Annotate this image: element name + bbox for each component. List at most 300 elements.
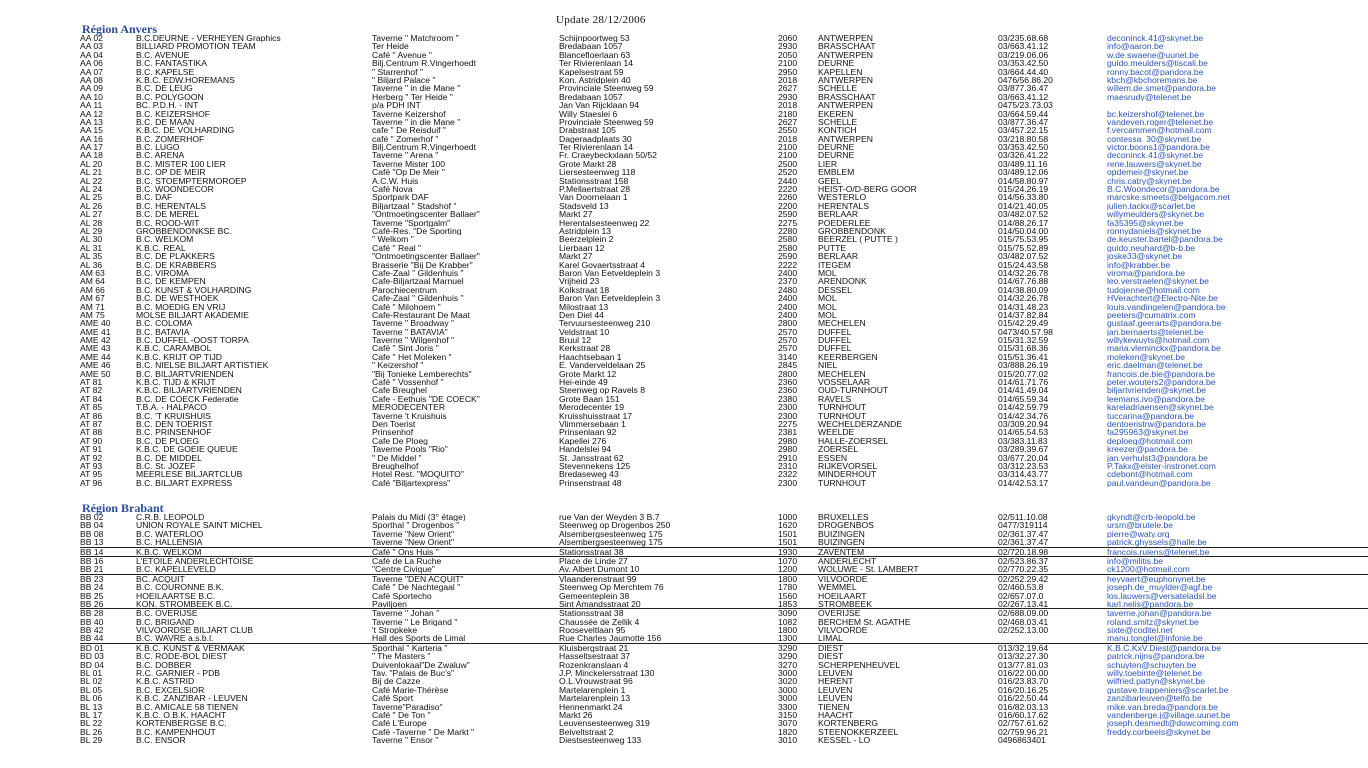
email: wilfried.pattyn@skynet.be [1107, 677, 1206, 686]
club-code: AA 10 [80, 92, 103, 102]
email: moleken@skynet.be [1107, 352, 1185, 362]
table-row [80, 68, 1368, 76]
city: LEUVEN [818, 694, 853, 703]
club-code: BB 16 [80, 556, 104, 566]
postal-code: 2580 [778, 235, 798, 244]
street: Provinciale Steenweg 59 [559, 117, 654, 127]
club-name: B.C. AVENUE [136, 50, 190, 60]
street: Fr. Craeybeckxlaan 50/52 [559, 151, 657, 160]
city: ANTWERPEN [818, 34, 873, 43]
table-row [80, 575, 1368, 583]
table-row [80, 479, 1368, 487]
city: POEDERLEE [818, 218, 871, 227]
email: kbch@kbchoremans.be [1107, 75, 1198, 85]
postal-code: 1501 [778, 538, 798, 547]
venue: Cafe - Eethuis "DE COECK" [372, 394, 480, 404]
table-row [80, 395, 1368, 403]
postal-code: 2400 [778, 268, 798, 278]
city: ANTWERPEN [818, 101, 873, 110]
postal-code: 2050 [778, 50, 798, 60]
email: tuccarina@pandora.be [1107, 411, 1195, 420]
phone: 013/77.81.03 [998, 660, 1049, 670]
city: DUFFEL [818, 336, 852, 345]
phone: 02/267.13.41 [998, 599, 1049, 609]
club-name: B.C. DE PLOEG [136, 436, 200, 446]
phone: 015/31.32.59 [998, 336, 1049, 345]
club-code: AL 30 [80, 235, 103, 244]
city: BRUXELLES [818, 513, 869, 522]
club-name: B.C. DE PLAKKERS [136, 252, 215, 261]
club-name: B.C. MOEDIG EN VRIJ [136, 302, 226, 311]
email: willy.toebinte@telenet.be [1107, 669, 1203, 678]
postal-code: 2500 [778, 159, 798, 169]
city: MOL [818, 268, 837, 278]
club-code: AA 15 [80, 126, 103, 135]
phone: 015/20.77.02 [998, 369, 1049, 379]
table-row [80, 202, 1368, 210]
region-title-brabant: Région Brabant [82, 501, 164, 515]
club-name: B.C. ARENA [136, 151, 185, 160]
club-code: AME 44 [80, 352, 111, 362]
table-row [80, 269, 1368, 277]
update-date: Update 28/12/2006 [556, 14, 646, 26]
city: BEERZEL ( PUTTE ) [818, 235, 898, 244]
table-row [80, 548, 1368, 557]
club-code: AA 09 [80, 84, 103, 93]
venue: Hotel Rest. "MOQUITO" [372, 470, 464, 479]
club-code: AA 16 [80, 134, 103, 144]
table-row [80, 703, 1368, 711]
postal-code: 3010 [778, 736, 798, 745]
table-row [80, 583, 1368, 591]
club-name: B.C. BRIGAND [136, 617, 195, 627]
postal-code: 1800 [778, 574, 798, 584]
city: VOSSELAAR [818, 378, 871, 387]
table-row [80, 677, 1368, 685]
phone: 03/218.80.58 [998, 134, 1049, 144]
venue: Café " De Ton " [372, 710, 431, 720]
street: Kluisbergstraat 21 [559, 643, 629, 653]
postal-code: 2800 [778, 319, 798, 328]
venue: "Ontmoetingscenter Ballaer" [372, 210, 480, 219]
street: Stationsstraat 38 [559, 609, 624, 618]
postal-code: 2180 [778, 109, 798, 118]
city: NIEL [818, 361, 838, 370]
street: Steenweg Op Merchtem 76 [559, 583, 664, 592]
club-code: AA 04 [80, 50, 103, 60]
club-code: AM 64 [80, 277, 105, 286]
city: TURNHOUT [818, 403, 867, 412]
postal-code: 2300 [778, 411, 798, 420]
city: DROGENBOS [818, 521, 874, 530]
venue: Café " Avenue " [372, 50, 432, 60]
club-code: AT 81 [80, 378, 103, 387]
street: Schijnpoortweg 53 [559, 34, 630, 43]
phone: 013/32.27.30 [998, 652, 1049, 661]
street: Rooseveltlaan 95 [559, 626, 626, 635]
table-row [80, 110, 1368, 118]
club-code: BB 28 [80, 609, 104, 618]
phone: 03/489.12.06 [998, 168, 1049, 177]
postal-code: 3070 [778, 719, 798, 728]
phone: 03/353.42.50 [998, 59, 1049, 68]
email: rene.lauwers@skynet.be [1107, 159, 1202, 169]
venue: Café -Taverne " De Markt " [372, 727, 475, 737]
table-row [80, 235, 1368, 243]
club-name: B.C. HERENTALS [136, 201, 207, 211]
street: Grote Baan 151 [559, 394, 620, 404]
street: Dageraadplaats 30 [559, 134, 632, 144]
postal-code: 1000 [778, 513, 798, 522]
club-name: K.B.C. KUNST & VERMAAK [136, 643, 245, 653]
club-name: K.B.C. CARAMBOL [136, 344, 212, 353]
club-name: B.C. BILJARTVRIENDEN [136, 369, 234, 379]
club-name: B.C. WAVRE a.s.b.l. [136, 634, 214, 643]
venue: Ter Heide [372, 42, 409, 51]
club-name: B.C. POLYGOON [136, 92, 204, 102]
table-row [80, 420, 1368, 428]
club-code: BD 01 [80, 643, 104, 653]
table-row [80, 652, 1368, 660]
postal-code: 3020 [778, 677, 798, 686]
city: BERLAAR [818, 252, 859, 261]
street: Vrijheid 23 [559, 277, 600, 286]
club-name: B.C. DE MEREL [136, 210, 200, 219]
street: Veldstraat 10 [559, 327, 610, 337]
email: chris.catry@skynet.be [1107, 176, 1192, 186]
club-name: K.B.C. TIJD & KRIJT [136, 378, 216, 387]
phone: 014/67.76.88 [998, 277, 1049, 286]
street: E. Vanderveldelaan 25 [559, 361, 646, 370]
table-row [80, 412, 1368, 420]
table-row [80, 454, 1368, 462]
postal-code: 2520 [778, 168, 798, 177]
email: fa295963@skynet.be [1107, 428, 1189, 437]
venue: Taverne Mister 100 [372, 159, 446, 169]
phone: 014/58.80.97 [998, 176, 1049, 186]
city: BRASSCHAAT [818, 42, 876, 51]
venue: Taverne " Ensor " [372, 736, 439, 745]
email: paul.vandeun@pandora.be [1107, 478, 1211, 488]
postal-code: 2400 [778, 294, 798, 303]
venue: Brasserie "Bij De Krabber" [372, 260, 473, 269]
phone: 03/314.43.77 [998, 470, 1049, 479]
club-code: AA 13 [80, 117, 103, 127]
club-code: BB 40 [80, 617, 104, 627]
phone: 014/42.34.76 [998, 411, 1049, 420]
postal-code: 2570 [778, 327, 798, 337]
club-code: AT 82 [80, 386, 103, 395]
email: ronnydaniels@skynet.be [1107, 226, 1202, 236]
postal-code: 2280 [778, 226, 798, 236]
table-row [80, 513, 1368, 521]
email: kareladriaensen@skynet.be [1107, 403, 1214, 412]
venue: A.C.W. Huis [372, 176, 419, 186]
venue: Cafe-Restaurant De Maat [372, 310, 470, 320]
phone: 014/42.53.17 [998, 478, 1049, 488]
email: zanzibarleuven@telfo.be [1107, 694, 1202, 703]
table-row [80, 177, 1368, 185]
table-row [80, 618, 1368, 626]
venue: Hall des Sports de Limal [372, 634, 466, 643]
club-name: K.B.C. EDW.HOREMANS [136, 75, 235, 85]
street: Martelarenplein 13 [559, 694, 631, 703]
email: joseph.desmedt@dowcoming.com [1107, 719, 1239, 728]
venue: Duivenlokaal"De Zwaluw" [372, 660, 470, 670]
club-name: B.C. WOONDECOR [136, 185, 214, 194]
city: TURNHOUT [818, 478, 867, 488]
club-code: AM 71 [80, 302, 105, 311]
phone: 014/21.40.05 [998, 201, 1049, 211]
postal-code: 1560 [778, 591, 798, 600]
phone: 015/42.29.49 [998, 319, 1049, 328]
phone: 02/657.07.0 [998, 591, 1044, 600]
street: Kapellei 276 [559, 436, 607, 446]
club-code: BB 13 [80, 538, 104, 547]
city: BERLAAR [818, 210, 859, 219]
street: rue Van der Weyden 3 B.7 [559, 513, 660, 522]
street: Herentalsesteenweg 22 [559, 218, 650, 227]
club-name: B.C. VIROMA [136, 268, 190, 278]
email: guido.neuhard@b-b.be [1107, 243, 1196, 253]
club-code: AL 35 [80, 252, 103, 261]
city: OVERIJSE [818, 609, 861, 618]
city: DIEST [818, 643, 844, 653]
postal-code: 2845 [778, 361, 798, 370]
city: WEMMEL [818, 583, 857, 592]
club-name: MEERLESE BILJARTCLUB [136, 470, 243, 479]
phone: 03/353.42.50 [998, 143, 1049, 152]
city: LEUVEN [818, 685, 853, 695]
region-brabant-table [80, 513, 1368, 745]
city: HALLE-ZOERSEL [818, 436, 889, 446]
postal-code: 2627 [778, 117, 798, 127]
club-code: AL 28 [80, 218, 103, 227]
phone: 014/37.82.84 [998, 310, 1049, 320]
club-code: AME 42 [80, 336, 111, 345]
street: Willy Staeslei 6 [559, 109, 618, 118]
email: jan.verhulst3@pandora.be [1107, 453, 1208, 462]
venue: Taverne " in die Mane " [372, 117, 461, 127]
street: Alsembergsesteenweg 175 [559, 529, 663, 539]
venue: Taverne "Sportgalm" [372, 218, 451, 227]
email: fa35395@skynet.be [1107, 218, 1184, 227]
club-name: B.C. DAF [136, 193, 173, 202]
venue: "Bij Tonieke Lemberechts" [372, 369, 472, 379]
email: francois.ruiens@telenet.be [1107, 547, 1210, 556]
city: DUFFEL [818, 327, 852, 337]
table-row [80, 185, 1368, 193]
email: info@aaron.be [1107, 42, 1164, 51]
postal-code: 2370 [778, 277, 798, 286]
email: sixte@coditel.net [1107, 626, 1173, 635]
phone: 03/664.44.40 [998, 67, 1049, 76]
table-row [80, 386, 1368, 394]
phone: 0475/23.73.03 [998, 101, 1053, 110]
club-name: B.C. DE KRABBERS [136, 260, 217, 269]
table-row [80, 462, 1368, 470]
club-name: B.C.DEURNE - VERHEYEN Graphics [136, 34, 281, 43]
club-name: B.C. DE KEMPEN [136, 277, 206, 286]
city: HOEILAART [818, 591, 867, 600]
postal-code: 2800 [778, 369, 798, 379]
club-code: BB 24 [80, 583, 104, 592]
phone: 02/468.03.41 [998, 617, 1049, 627]
city: VILVOORDE [818, 626, 868, 635]
venue: café " Zomerhof " [372, 134, 439, 144]
club-name: B.C. HALLENSIA [136, 538, 203, 547]
club-name: L'ETOILE ANDERLECHTOISE [136, 556, 254, 566]
street: Steenweg op Ravels 8 [559, 386, 645, 395]
club-name: C.R.B. LEOPOLD [136, 513, 205, 522]
street: Den Diel 44 [559, 310, 604, 320]
club-code: AA 11 [80, 101, 103, 110]
street: Merodecenter 19 [559, 403, 624, 412]
email: patrick.nijns@pandora.be [1107, 652, 1205, 661]
club-name: B.C. PRINSENHOF [136, 428, 212, 437]
street: Sint Amandsstraat 20 [559, 599, 641, 609]
city: OUD-TURNHOUT [818, 386, 889, 395]
club-code: AA 06 [80, 59, 103, 68]
email: B.C.Woondecor@pandora.be [1107, 185, 1220, 194]
venue: Café " Milohoem " [372, 302, 441, 311]
table-row [80, 661, 1368, 669]
club-code: BL 01 [80, 669, 103, 678]
venue: Taverne Pools "Rio" [372, 445, 448, 454]
postal-code: 2440 [778, 176, 798, 186]
city: MOL [818, 302, 837, 311]
street: Diestsesteenweg 133 [559, 736, 642, 745]
street: Jan Van Rijcklaan 94 [559, 101, 640, 110]
city: DESSEL [818, 285, 852, 295]
postal-code: 3090 [778, 609, 798, 618]
venue: " The Masters " [372, 652, 431, 661]
venue: MERODECENTER [372, 403, 446, 412]
venue: Breughelhof [372, 461, 419, 471]
street: Beerzelplein 2 [559, 235, 614, 244]
postal-code: 3000 [778, 694, 798, 703]
email: victor.boons1@pandora.be [1107, 143, 1210, 152]
venue: 't Stropkeke [372, 626, 418, 635]
email: peeters@cumatrix.com [1107, 310, 1196, 320]
postal-code: 2590 [778, 210, 798, 219]
street: Chaussée de Zellik 4 [559, 617, 640, 627]
club-name: B.C. COLOMA [136, 319, 193, 328]
table-row [80, 244, 1368, 252]
venue: Café de La Ruche [372, 556, 442, 566]
club-code: AA 18 [80, 151, 103, 160]
phone: 02/770.22.35 [998, 565, 1049, 574]
phone: 014/65.59.34 [998, 394, 1049, 404]
city: KORTENBERG [818, 719, 879, 728]
club-name: B.C. DEN TOERIST [136, 419, 213, 429]
club-code: AME 46 [80, 361, 111, 370]
email: biljartvrienden@skynet.be [1107, 386, 1207, 395]
club-code: AT 90 [80, 436, 103, 446]
city: STROMBEEK [818, 599, 872, 609]
club-name: KON. STROMBEEK B.C. [136, 599, 233, 609]
club-name: B.C. MISTER 100 LIER [136, 159, 226, 169]
club-name: B.C. ROOD-WIT [136, 218, 200, 227]
postal-code: 2260 [778, 193, 798, 202]
table-row [80, 118, 1368, 126]
phone: 014/42.59.79 [998, 403, 1049, 412]
street: Drabstraat 105 [559, 126, 616, 135]
phone: 013/32.19.64 [998, 643, 1049, 653]
street: Leuvensesteenweg 319 [559, 719, 650, 728]
phone: 0496863401 [998, 736, 1046, 745]
postal-code: 1930 [778, 547, 798, 556]
postal-code: 2300 [778, 403, 798, 412]
street: Stationsstraat 38 [559, 547, 624, 556]
postal-code: 2100 [778, 143, 798, 152]
city: TURNHOUT [818, 411, 867, 420]
club-name: B.C. DE LEUG [136, 84, 193, 93]
phone: 02/511.10.08 [998, 513, 1048, 522]
postal-code: 1070 [778, 556, 798, 566]
phone: 014/31.48.23 [998, 302, 1049, 311]
phone: 014/50.04.00 [998, 226, 1049, 236]
email: opdemeir@skynet.be [1107, 168, 1189, 177]
club-name: B.C. BILJART EXPRESS [136, 478, 233, 488]
club-code: BB 23 [80, 574, 104, 584]
phone: 03/663.41.12 [998, 42, 1049, 51]
club-code: BL 13 [80, 702, 103, 711]
club-code: AT 93 [80, 461, 103, 471]
street: Vlimmersebaan 1 [559, 419, 626, 429]
venue: " De Middel " [372, 453, 422, 462]
city: WECHELDERZANDE [818, 419, 903, 429]
venue: Taverne "DEN ACQUIT" [372, 574, 464, 584]
club-name: B.C. FANTASTIKA [136, 59, 207, 68]
postal-code: 2060 [778, 34, 798, 43]
email: peter.wouters2@pandora.be [1107, 378, 1216, 387]
postal-code: 2580 [778, 243, 798, 253]
email: HVerachtert@Electro-Nite.be [1107, 294, 1218, 303]
email: info@krabber.be [1107, 260, 1171, 269]
club-name: B.C. DE WESTHOEK [136, 294, 219, 303]
club-code: BL 05 [80, 685, 103, 695]
table-row [80, 669, 1368, 677]
phone: 016/60.17.62 [998, 710, 1049, 720]
street: Vlaanderenstraat 99 [559, 574, 637, 584]
phone: 03/457.22.15 [998, 126, 1049, 135]
venue: Bilj.Centrum R.Vingerhoedt [372, 59, 476, 68]
phone: 03/312.23.53 [998, 461, 1049, 471]
phone: 02/252.13.00 [998, 626, 1049, 635]
table-row [80, 126, 1368, 134]
postal-code: 3270 [778, 660, 798, 670]
postal-code: 2570 [778, 344, 798, 353]
club-code: AA 08 [80, 75, 103, 85]
street: Steenweg op Drogenbos 250 [559, 521, 671, 530]
club-name: B.C. RODE-BOL DIEST [136, 652, 228, 661]
club-name: B.C. WATERLOO [136, 529, 204, 539]
city: KEERBERGEN [818, 352, 878, 362]
venue: Taverne"Paradiso" [372, 702, 443, 711]
postal-code: 1780 [778, 583, 798, 592]
street: Astridplein 13 [559, 226, 612, 236]
street: Kon. Astridplein 40 [559, 75, 631, 85]
venue: Café " De Nachtegaal " [372, 583, 461, 592]
street: Markt 27 [559, 210, 593, 219]
club-name: K.B.C. O.B.K. HAACHT [136, 710, 227, 720]
club-code: BB 25 [80, 591, 104, 600]
club-code: AL 24 [80, 185, 103, 194]
postal-code: 2322 [778, 470, 798, 479]
table-row [80, 42, 1368, 50]
venue: Taverne " Broadway " [372, 319, 455, 328]
